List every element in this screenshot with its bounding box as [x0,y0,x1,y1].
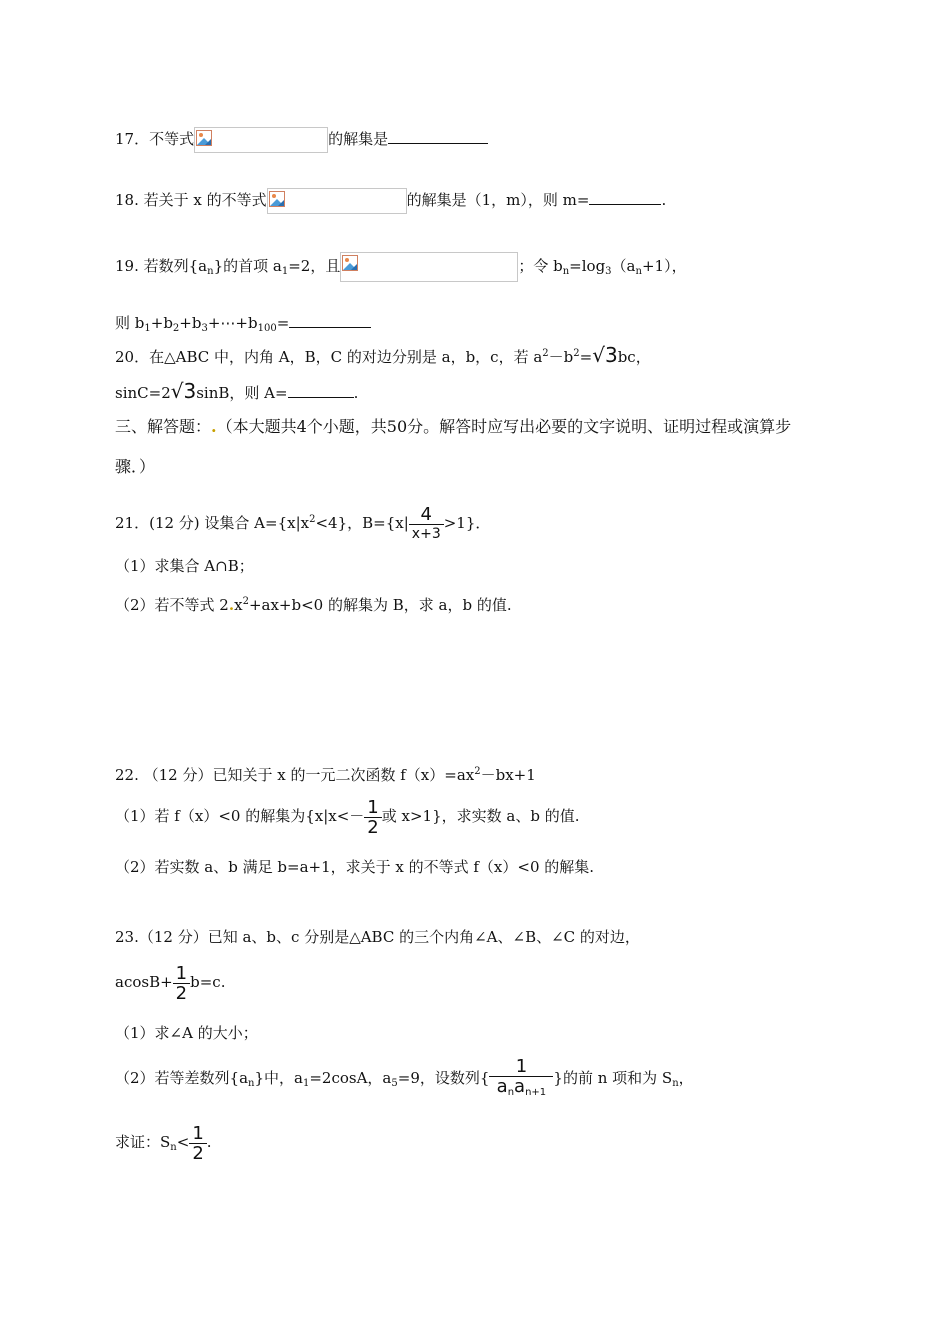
fraction [409,505,444,544]
fraction [489,1057,553,1102]
q20b-text: sinC=2 [115,384,171,402]
q19-text: ；令 b [518,257,563,275]
question-21-part-2 [115,592,512,615]
question-19 [115,252,687,282]
q23-part2-text: }中，a [254,1069,303,1087]
q19b-text: +⋯+b [207,314,258,332]
q17-suffix: 的解集是 [328,130,389,148]
q19b-text: 则 b [115,314,145,332]
q23-part1-text: （1）求∠A 的大小； [115,1024,258,1042]
fraction [364,798,381,837]
q20-text: = [579,348,593,366]
q20b-end: . [353,384,359,402]
q19b-text: = [276,314,290,332]
fraction [189,1124,206,1163]
sub: 5 [391,1078,398,1089]
q23b-text: b=c. [190,973,226,991]
section-3-heading-line2 [115,457,155,477]
q19-text: }的首项 a [213,257,282,275]
sub: n [207,266,214,277]
sub: n [170,1142,177,1153]
q20-text: －b [548,348,574,366]
sup: 2 [542,348,549,359]
answer-blank[interactable] [388,127,488,144]
section-3-heading [115,417,791,437]
sub: 1 [281,266,289,277]
q19-text: （a [611,257,636,275]
sup: 2 [573,348,580,359]
sec3-title: 三、解答题： [115,417,212,436]
sec3-instructions: （本大题共4个小题，共50分。解答时应写出必要的文字说明、证明过程或演算步 [216,417,792,436]
question-23-part-1 [115,1023,258,1043]
missing-formula-image [340,252,518,282]
numerator: 1 [175,962,188,984]
broken-image-icon [342,255,358,271]
answer-blank[interactable] [589,188,661,205]
q22-part1-text: 或 x>1}，求实数 a、b 的值. [381,807,580,825]
sup: 2 [242,596,249,607]
missing-formula-image [267,188,407,214]
sqrt-3: √3 [170,379,197,403]
sub: 2 [172,323,180,334]
q23-part2-text: ， [678,1069,694,1087]
question-18 [115,188,666,214]
question-21 [115,500,490,544]
q19-text: =2，且 [288,257,341,275]
sub: 1 [144,323,151,334]
q19b-text: +b [150,314,173,332]
sqrt-3: √3 [592,343,618,367]
q21-part1-text: （1）求集合 A∩B； [115,557,254,575]
q17-prefix: 17．不等式 [115,130,195,148]
q23-proof-text: . [206,1133,212,1151]
q22-text: －bx+1 [480,766,536,784]
sub: n [507,1086,515,1098]
q23-part2-text: =9，设数列{ [397,1069,490,1087]
sup: 2 [309,514,316,525]
denominator: 2 [189,1143,206,1163]
sub: 3 [605,266,612,277]
denominator [489,1076,553,1102]
sub: n [635,266,642,277]
question-23-part-2 [115,1056,694,1106]
q20b-text: sinB，则 A= [196,384,288,402]
q23-part2-text: （2）若等差数列{a [115,1069,249,1087]
question-22-part-1 [115,796,579,837]
q23-proof-text: 求证：S [115,1133,171,1151]
numerator: 4 [420,503,432,525]
sub: n [672,1078,679,1089]
denominator: 2 [173,983,190,1003]
answer-blank[interactable] [288,381,354,398]
broken-image-icon [269,191,285,207]
q19b-text: +b [179,314,202,332]
q22-part1-text: （1）若 f（x）<0 的解集为{x|x<－ [115,807,365,825]
q23-part2-text: }的前 n 项和为 S [553,1069,673,1087]
q19-text: =log [569,257,606,275]
sub: n+1 [525,1086,547,1098]
question-23 [115,927,640,947]
question-21-part-1 [115,556,254,576]
sub: 100 [257,323,277,334]
sub: n [248,1078,255,1089]
q21-part2-text: （2）若不等式 2 [115,596,229,614]
sub: 3 [201,323,208,334]
question-22-part-2 [115,857,594,877]
numerator: 1 [515,1055,528,1077]
q21-part2-text: x [234,596,243,614]
q19-text: 19. 若数列{a [115,257,208,275]
q18-end: . [661,191,667,209]
den-a: a [496,1075,508,1097]
q21-text: <4}，B={x| [315,514,409,532]
q23-part2-text: =2cosA，a [309,1069,392,1087]
question-17 [115,127,488,153]
numerator: 1 [192,1122,204,1144]
question-19-line2 [115,311,371,339]
q21-text: >1}． [443,514,491,532]
sub: 1 [302,1078,310,1089]
q18-prefix: 18. 若关于 x 的不等式 [115,191,267,209]
q20-text: 20．在△ABC 中，内角 A，B，C 的对边分别是 a，b，c，若 a [115,348,543,366]
sub: n [562,266,570,277]
den-a: a [514,1075,526,1097]
numerator: 1 [367,796,379,818]
q22-part2-text: （2）若实数 a、b 满足 b=a+1，求关于 x 的不等式 f（x）<0 的解集. [115,858,595,876]
question-23-proof [115,1122,212,1168]
missing-formula-image [194,127,328,153]
question-20-line2 [115,381,358,403]
question-23-line2 [115,962,225,1003]
q21-text: 21．(12 分) 设集合 A={x|x [115,514,310,532]
denominator: 2 [364,817,381,837]
q22-text: 22. （12 分）已知关于 x 的一元二次函数 f（x）=ax [115,766,475,784]
sec3-instructions-end: 骤．） [115,457,156,476]
question-20 [115,344,651,367]
denominator: x+3 [409,524,444,544]
fraction [173,964,190,1003]
sup: 2 [474,766,481,777]
q21-part2-text: +ax+b<0 的解集为 B，求 a，b 的值. [248,596,512,614]
answer-blank[interactable] [289,311,371,328]
q23-proof-text: < [176,1133,190,1151]
q23b-text: acosB+ [115,973,173,991]
q19-text: +1）， [641,257,687,275]
q20-text: bc， [617,348,651,366]
broken-image-icon [196,130,212,146]
q23-text: 23.（12 分）已知 a、b、c 分别是△ABC 的三个内角∠A、∠B、∠C 的对边， [115,928,640,946]
stray-dot: . [228,596,235,614]
question-22 [115,762,536,785]
q18-suffix: 的解集是（1，m），则 m= [406,191,590,209]
stray-dot: . [211,417,217,436]
